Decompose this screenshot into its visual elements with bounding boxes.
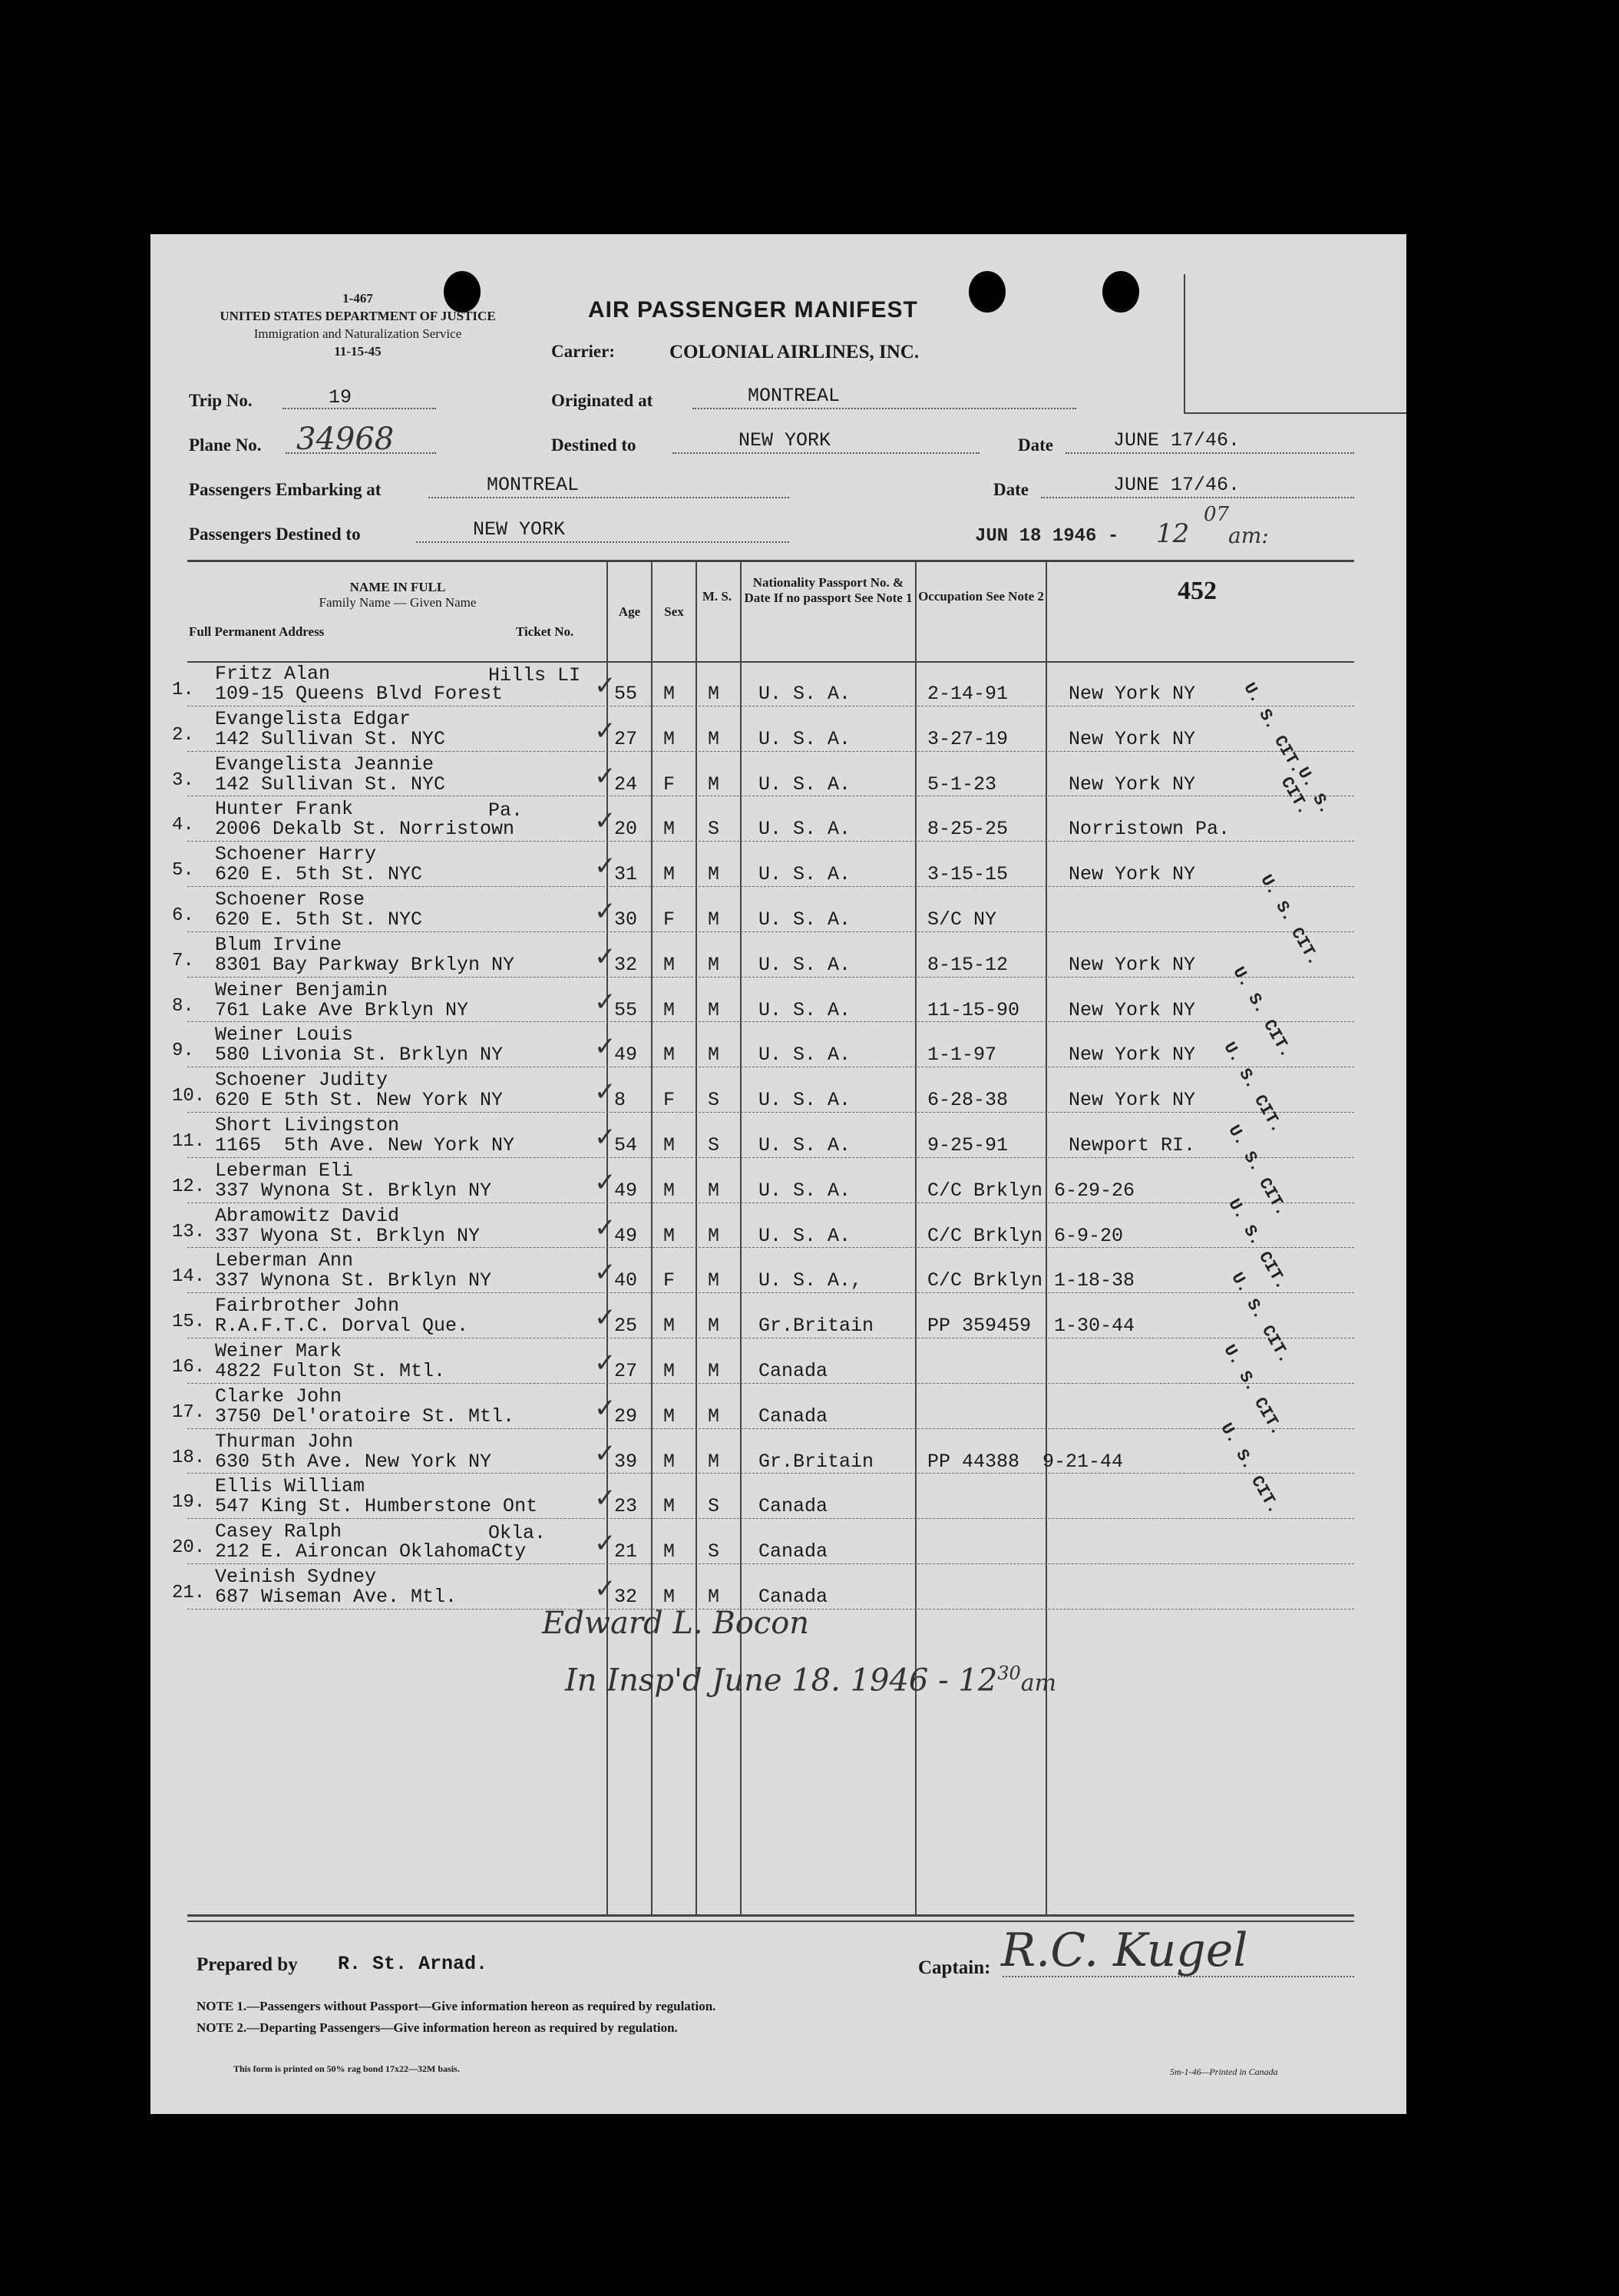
passenger-age: 55	[614, 683, 638, 705]
passenger-address: 1165 5th Ave. New York NY	[215, 1134, 515, 1156]
passenger-marital: M	[708, 1450, 720, 1473]
check-mark: ✓	[594, 670, 616, 701]
passenger-destination: New York NY	[1069, 683, 1196, 705]
passenger-name: Schoener Harry	[215, 843, 377, 866]
passenger-sex: M	[663, 863, 676, 886]
us-cit-stamp: U. S. CIT.	[1219, 1342, 1287, 1439]
row-rule	[187, 1473, 1354, 1474]
passenger-marital: M	[708, 953, 720, 976]
row-rule	[187, 1563, 1354, 1564]
passenger-age: 39	[614, 1450, 638, 1473]
arrival-stamp-text: JUN 18 1946 -	[975, 526, 1119, 547]
passenger-marital: M	[708, 1404, 720, 1428]
row-number: 4.	[172, 815, 194, 836]
row-rule	[187, 1021, 1354, 1022]
row-number: 9.	[172, 1040, 194, 1062]
passenger-nationality: U. S. A.,	[758, 1269, 863, 1292]
check-mark: ✓	[594, 1031, 616, 1063]
row-rule	[187, 1157, 1354, 1158]
passenger-occupation: 1-1-97	[927, 1044, 997, 1067]
date2-label: Date	[993, 480, 1029, 499]
passenger-nationality: U. S. A.	[758, 953, 851, 976]
arrival-stamp	[975, 526, 1118, 547]
passenger-occupation: C/C Brklyn 6-29-26	[927, 1179, 1135, 1202]
corner-box-left	[1184, 274, 1185, 412]
passenger-sex: M	[663, 1495, 676, 1518]
passenger-nationality: U. S. A.	[758, 1224, 851, 1247]
row-number: 10.	[172, 1086, 206, 1107]
row-rule	[187, 841, 1354, 842]
check-mark: ✓	[594, 851, 616, 882]
passenger-name: Evangelista Jeannie	[215, 753, 434, 776]
row-rule	[187, 886, 1354, 887]
passenger-name: Abramowitz David	[215, 1204, 400, 1227]
page-title: AIR PASSENGER MANIFEST	[588, 297, 918, 323]
passenger-age: 49	[614, 1224, 638, 1247]
passenger-marital: M	[708, 998, 720, 1021]
passenger-occupation: 8-15-12	[927, 953, 1009, 976]
row-number: 2.	[172, 724, 194, 746]
check-mark: ✓	[594, 986, 616, 1017]
passenger-nationality: Canada	[758, 1404, 828, 1428]
passenger-occupation: C/C Brklyn 1-18-38	[927, 1269, 1135, 1292]
passenger-address: 547 King St. Humberstone Ont	[215, 1495, 538, 1518]
row-number: 7.	[172, 950, 194, 971]
passenger-name: Weiner Mark	[215, 1340, 342, 1362]
row-rule	[187, 1247, 1354, 1248]
arrival-hand-time: 12	[1156, 518, 1190, 549]
passenger-name: Weiner Benjamin	[215, 978, 388, 1001]
passenger-marital: S	[708, 1089, 720, 1112]
passenger-address: 630 5th Ave. New York NY	[215, 1450, 492, 1473]
check-mark: ✓	[594, 1212, 616, 1243]
form-id-block	[181, 289, 534, 360]
passenger-age: 31	[614, 863, 638, 886]
check-mark: ✓	[594, 1166, 616, 1198]
us-cit-stamp: U. S. CIT.	[1228, 964, 1297, 1061]
row-rule	[187, 1518, 1354, 1519]
corner-box-bottom	[1184, 412, 1406, 414]
col-address-header: Full Permanent Address	[189, 624, 325, 639]
passenger-name: Weiner Louis	[215, 1024, 354, 1047]
passenger-name: Blum Irvine	[215, 933, 342, 956]
footer-right: 5m-1-46—Printed in Canada	[1170, 2066, 1278, 2077]
service-name: Immigration and Naturalization Service	[253, 326, 462, 341]
row-rule	[187, 977, 1354, 978]
passenger-destination: New York NY	[1069, 727, 1196, 750]
inspector-signature: Edward L. Bocon	[542, 1606, 810, 1641]
passenger-occupation: 3-15-15	[927, 863, 1009, 886]
us-cit-stamp: U. S. CIT.	[1216, 1420, 1284, 1517]
passenger-nationality: U. S. A.	[758, 908, 851, 931]
passenger-destination: New York NY	[1069, 998, 1196, 1021]
passenger-sex: M	[663, 1540, 676, 1563]
passenger-age: 32	[614, 1586, 638, 1608]
passenger-nationality: U. S. A.	[758, 863, 851, 886]
passenger-address: R.A.F.T.C. Dorval Que.	[215, 1315, 469, 1338]
passenger-age: 20	[614, 818, 638, 841]
passenger-occupation: 3-27-19	[927, 727, 1009, 750]
col-age-header: Age	[618, 604, 641, 619]
passenger-age: 27	[614, 727, 638, 750]
passenger-sex: F	[663, 908, 676, 931]
manifest-number: 452	[1178, 577, 1217, 605]
passenger-marital: S	[708, 1540, 720, 1563]
us-cit-stamp: U. S. CIT.	[1256, 872, 1324, 969]
us-cit-stamp: U. S. CIT.	[1239, 680, 1307, 777]
destined-value: NEW YORK	[738, 429, 831, 452]
passenger-marital: M	[708, 1586, 720, 1608]
passenger-occupation: 9-25-91	[927, 1134, 1009, 1156]
passenger-sex: M	[663, 953, 676, 976]
passenger-age: 32	[614, 953, 638, 976]
passenger-sex: F	[663, 1089, 676, 1112]
row-rule	[187, 1112, 1354, 1113]
check-mark: ✓	[594, 1122, 616, 1153]
passenger-nationality: Gr.Britain	[758, 1450, 874, 1473]
check-mark: ✓	[594, 896, 616, 927]
row-number: 20.	[172, 1537, 206, 1559]
passenger-name: Veinish Sydney	[215, 1566, 377, 1588]
passenger-marital: M	[708, 1360, 720, 1382]
passenger-address: 761 Lake Ave Brklyn NY	[215, 998, 469, 1021]
passenger-sex: M	[663, 818, 676, 841]
passenger-name: Thurman John	[215, 1430, 354, 1453]
passenger-address: 620 E. 5th St. NYC	[215, 863, 423, 886]
passenger-age: 27	[614, 1360, 638, 1382]
passenger-sex: F	[663, 773, 676, 796]
row-number: 15.	[172, 1312, 206, 1333]
passenger-address: 4822 Fulton St. Mtl.	[215, 1360, 446, 1382]
passenger-age: 25	[614, 1315, 638, 1338]
passenger-age: 21	[614, 1540, 638, 1563]
row-number: 14.	[172, 1266, 206, 1288]
passenger-nationality: Gr.Britain	[758, 1315, 874, 1338]
arrival-hand-sup: 07	[1204, 503, 1230, 526]
passenger-marital: M	[708, 1224, 720, 1247]
address-extra: Okla.	[488, 1522, 547, 1545]
passenger-nationality: U. S. A.	[758, 1179, 851, 1202]
passenger-destination: New York NY	[1069, 863, 1196, 886]
passenger-name: Leberman Eli	[215, 1159, 354, 1182]
passenger-occupation: S/C NY	[927, 908, 997, 931]
passenger-destination: New York NY	[1069, 1089, 1196, 1112]
punch-hole	[1102, 271, 1139, 313]
punch-hole	[969, 271, 1006, 313]
passenger-address: 142 Sullivan St. NYC	[215, 773, 446, 796]
check-mark: ✓	[594, 715, 616, 746]
passenger-sex: M	[663, 1450, 676, 1473]
row-rule	[187, 1428, 1354, 1429]
address-extra: Pa.	[488, 799, 524, 822]
passenger-address: 620 E 5th St. New York NY	[215, 1089, 504, 1112]
passenger-sex: M	[663, 1179, 676, 1202]
check-mark: ✓	[594, 941, 616, 972]
passenger-destination: New York NY	[1069, 773, 1196, 796]
passenger-age: 55	[614, 998, 638, 1021]
destined-label: Destined to	[551, 435, 636, 455]
passenger-marital: S	[708, 1495, 720, 1518]
passenger-marital: M	[708, 727, 720, 750]
passenger-age: 49	[614, 1179, 638, 1202]
row-number: 12.	[172, 1176, 206, 1197]
passenger-nationality: U. S. A.	[758, 1134, 851, 1156]
passenger-sex: M	[663, 727, 676, 750]
passenger-name: Short Livingston	[215, 1114, 400, 1136]
row-number: 17.	[172, 1401, 206, 1423]
plane-label: Plane No.	[189, 435, 262, 455]
captain-label: Captain:	[918, 1957, 991, 1978]
check-mark: ✓	[594, 1437, 616, 1469]
passenger-marital: M	[708, 1269, 720, 1292]
passenger-occupation: 5-1-23	[927, 773, 997, 796]
check-mark: ✓	[594, 1573, 616, 1604]
passenger-name: Clarke John	[215, 1385, 342, 1408]
passenger-age: 29	[614, 1404, 638, 1428]
us-cit-stamp: U. S. CIT.	[1276, 764, 1336, 819]
passenger-name: Hunter Frank	[215, 798, 354, 821]
passenger-name: Ellis William	[215, 1475, 365, 1498]
passenger-address: 3750 Del'oratoire St. Mtl.	[215, 1404, 515, 1428]
passenger-name: Schoener Judity	[215, 1069, 388, 1092]
us-cit-stamp: U. S. CIT.	[1227, 1269, 1295, 1367]
footer-left: This form is printed on 50% rag bond 17x22—32M basis.	[233, 2063, 460, 2074]
header-bottom-rule	[187, 661, 1354, 663]
row-number: 6.	[172, 905, 194, 926]
passenger-destination: Norristown Pa.	[1069, 818, 1231, 841]
us-cit-stamp: U. S. CIT.	[1224, 1196, 1292, 1293]
date2-value: JUNE 17/46.	[1113, 474, 1241, 496]
passenger-address: 580 Livonia St. Brklyn NY	[215, 1044, 504, 1067]
passenger-sex: M	[663, 1134, 676, 1156]
col-name-header: NAME IN FULL Family Name — Given Name	[319, 580, 477, 610]
embarking-value: MONTREAL	[487, 474, 580, 496]
passenger-age: 30	[614, 908, 638, 931]
col-nationality-header: Nationality Passport No. & Date If no passport See Note 1	[744, 575, 913, 605]
carrier-label: Carrier:	[551, 342, 615, 361]
passenger-nationality: U. S. A.	[758, 998, 851, 1021]
passenger-nationality: U. S. A.	[758, 683, 851, 705]
row-rule	[187, 1383, 1354, 1384]
passenger-marital: M	[708, 683, 720, 705]
date1-value: JUNE 17/46.	[1113, 429, 1241, 452]
address-extra: Hills LI	[488, 664, 581, 686]
passenger-marital: M	[708, 908, 720, 931]
passenger-address: 337 Wynona St. Brklyn NY	[215, 1269, 492, 1292]
passenger-sex: M	[663, 683, 676, 705]
passenger-address: 8301 Bay Parkway Brklyn NY	[215, 953, 515, 976]
check-mark: ✓	[594, 1077, 616, 1108]
manifest-sheet	[150, 234, 1406, 2114]
passenger-sex: M	[663, 1586, 676, 1608]
passenger-name: Fairbrother John	[215, 1295, 400, 1318]
embarking-label: Passengers Embarking at	[189, 480, 382, 499]
department-name: UNITED STATES DEPARTMENT OF JUSTICE	[220, 309, 496, 323]
table-top-rule	[187, 560, 1354, 562]
plane-value: 34968	[296, 422, 395, 457]
table-bottom-rule	[187, 1914, 1354, 1917]
col-occupation-header: Occupation See Note 2	[918, 589, 1044, 604]
pass-destined-value: NEW YORK	[473, 518, 566, 541]
prepared-label: Prepared by	[197, 1954, 298, 1975]
passenger-address: 337 Wyona St. Brklyn NY	[215, 1224, 481, 1247]
passenger-occupation: 6-28-38	[927, 1089, 1009, 1112]
check-mark: ✓	[594, 1257, 616, 1289]
note-1: NOTE 1.—Passengers without Passport—Give information hereon as required by regulation.	[197, 1999, 716, 2013]
originated-value: MONTREAL	[748, 385, 841, 407]
passenger-address: 687 Wiseman Ave. Mtl.	[215, 1586, 458, 1608]
pass-destined-label: Passengers Destined to	[189, 524, 361, 544]
passenger-sex: F	[663, 1269, 676, 1292]
passenger-destination: New York NY	[1069, 953, 1196, 976]
passenger-occupation: C/C Brklyn 6-9-20	[927, 1224, 1124, 1247]
col-ticket-header: Ticket No.	[516, 624, 574, 639]
passenger-sex: M	[663, 998, 676, 1021]
passenger-sex: M	[663, 1044, 676, 1067]
row-number: 18.	[172, 1447, 206, 1468]
note-2: NOTE 2.—Departing Passengers—Give information hereon as required by regulation.	[197, 2020, 678, 2035]
passenger-occupation: 11-15-90	[927, 998, 1020, 1021]
row-number: 21.	[172, 1583, 206, 1603]
passenger-age: 8	[614, 1089, 626, 1112]
passenger-address: 2006 Dekalb St. Norristown	[215, 818, 515, 841]
passenger-marital: M	[708, 1315, 720, 1338]
check-mark: ✓	[594, 806, 616, 837]
trip-value: 19	[329, 386, 352, 409]
passenger-nationality: Canada	[758, 1495, 828, 1518]
passenger-address: 109-15 Queens Blvd Forest	[215, 683, 504, 705]
passenger-address: 212 E. Aironcan OklahomaCty	[215, 1540, 527, 1563]
passenger-age: 54	[614, 1134, 638, 1156]
passenger-marital: M	[708, 1044, 720, 1067]
passenger-name: Leberman Ann	[215, 1249, 354, 1272]
row-number: 13.	[172, 1221, 206, 1242]
passenger-nationality: U. S. A.	[758, 818, 851, 841]
row-number: 11.	[172, 1131, 206, 1152]
passenger-occupation: 8-25-25	[927, 818, 1009, 841]
passenger-marital: S	[708, 818, 720, 841]
passenger-name: Casey Ralph	[215, 1520, 342, 1543]
passenger-sex: M	[663, 1360, 676, 1382]
passenger-nationality: U. S. A.	[758, 1089, 851, 1112]
passenger-sex: M	[663, 1224, 676, 1247]
us-cit-stamp: U. S. CIT.	[1219, 1039, 1287, 1136]
check-mark: ✓	[594, 1392, 616, 1424]
passenger-nationality: U. S. A.	[758, 727, 851, 750]
row-number: 8.	[172, 995, 194, 1017]
passenger-nationality: Canada	[758, 1360, 828, 1382]
row-number: 19.	[172, 1492, 206, 1514]
passenger-age: 40	[614, 1269, 638, 1292]
passenger-age: 24	[614, 773, 638, 796]
check-mark: ✓	[594, 1348, 616, 1378]
passenger-age: 23	[614, 1495, 638, 1518]
passenger-age: 49	[614, 1044, 638, 1067]
row-rule	[187, 751, 1354, 752]
captain-signature: R.C. Kugel	[1001, 1924, 1248, 1977]
passenger-occupation: PP 44388 9-21-44	[927, 1450, 1124, 1473]
passenger-sex: M	[663, 1315, 676, 1338]
passenger-destination: New York NY	[1069, 1044, 1196, 1067]
check-mark: ✓	[594, 1528, 616, 1560]
date1-label: Date	[1018, 435, 1053, 455]
passenger-marital: M	[708, 1179, 720, 1202]
arrival-hand-ampm: am:	[1228, 523, 1269, 548]
originated-label: Originated at	[551, 391, 653, 410]
col-sex-header: Sex	[664, 604, 684, 619]
row-number: 5.	[172, 860, 194, 882]
passenger-nationality: U. S. A.	[758, 1044, 851, 1067]
check-mark: ✓	[594, 760, 616, 792]
passenger-occupation: PP 359459 1-30-44	[927, 1315, 1135, 1338]
passenger-marital: M	[708, 773, 720, 796]
us-cit-stamp: U. S. CIT.	[1224, 1122, 1292, 1219]
prepared-value: R. St. Arnad.	[338, 1953, 488, 1975]
passenger-destination: Newport RI.	[1069, 1134, 1196, 1156]
passenger-name: Evangelista Edgar	[215, 707, 411, 730]
row-rule	[187, 931, 1354, 932]
form-number: 1-467	[342, 291, 373, 306]
inspector-note: In Insp'd June 18. $1946 - 12^{30}am$	[565, 1662, 1057, 1699]
passenger-marital: S	[708, 1134, 720, 1156]
passenger-address: 142 Sullivan St. NYC	[215, 727, 446, 750]
check-mark: ✓	[594, 1302, 616, 1334]
passenger-marital: M	[708, 863, 720, 886]
row-number: 3.	[172, 769, 194, 791]
passenger-nationality: Canada	[758, 1586, 828, 1608]
passenger-name: Fritz Alan	[215, 663, 331, 685]
passenger-sex: M	[663, 1404, 676, 1428]
passenger-address: 337 Wynona St. Brklyn NY	[215, 1179, 492, 1202]
passenger-nationality: Canada	[758, 1540, 828, 1563]
passenger-address: 620 E. 5th St. NYC	[215, 908, 423, 931]
row-rule	[187, 1292, 1354, 1293]
carrier-value: COLONIAL AIRLINES, INC.	[669, 342, 920, 362]
trip-label: Trip No.	[189, 391, 253, 410]
form-date: 11-15-45	[334, 344, 382, 359]
row-number: 16.	[172, 1357, 206, 1378]
passenger-name: Schoener Rose	[215, 888, 365, 911]
passenger-nationality: U. S. A.	[758, 773, 851, 796]
col-ms-header: M. S.	[702, 589, 732, 604]
check-mark: ✓	[594, 1483, 616, 1514]
row-number: 1.	[172, 680, 194, 700]
passenger-occupation: 2-14-91	[927, 683, 1009, 705]
